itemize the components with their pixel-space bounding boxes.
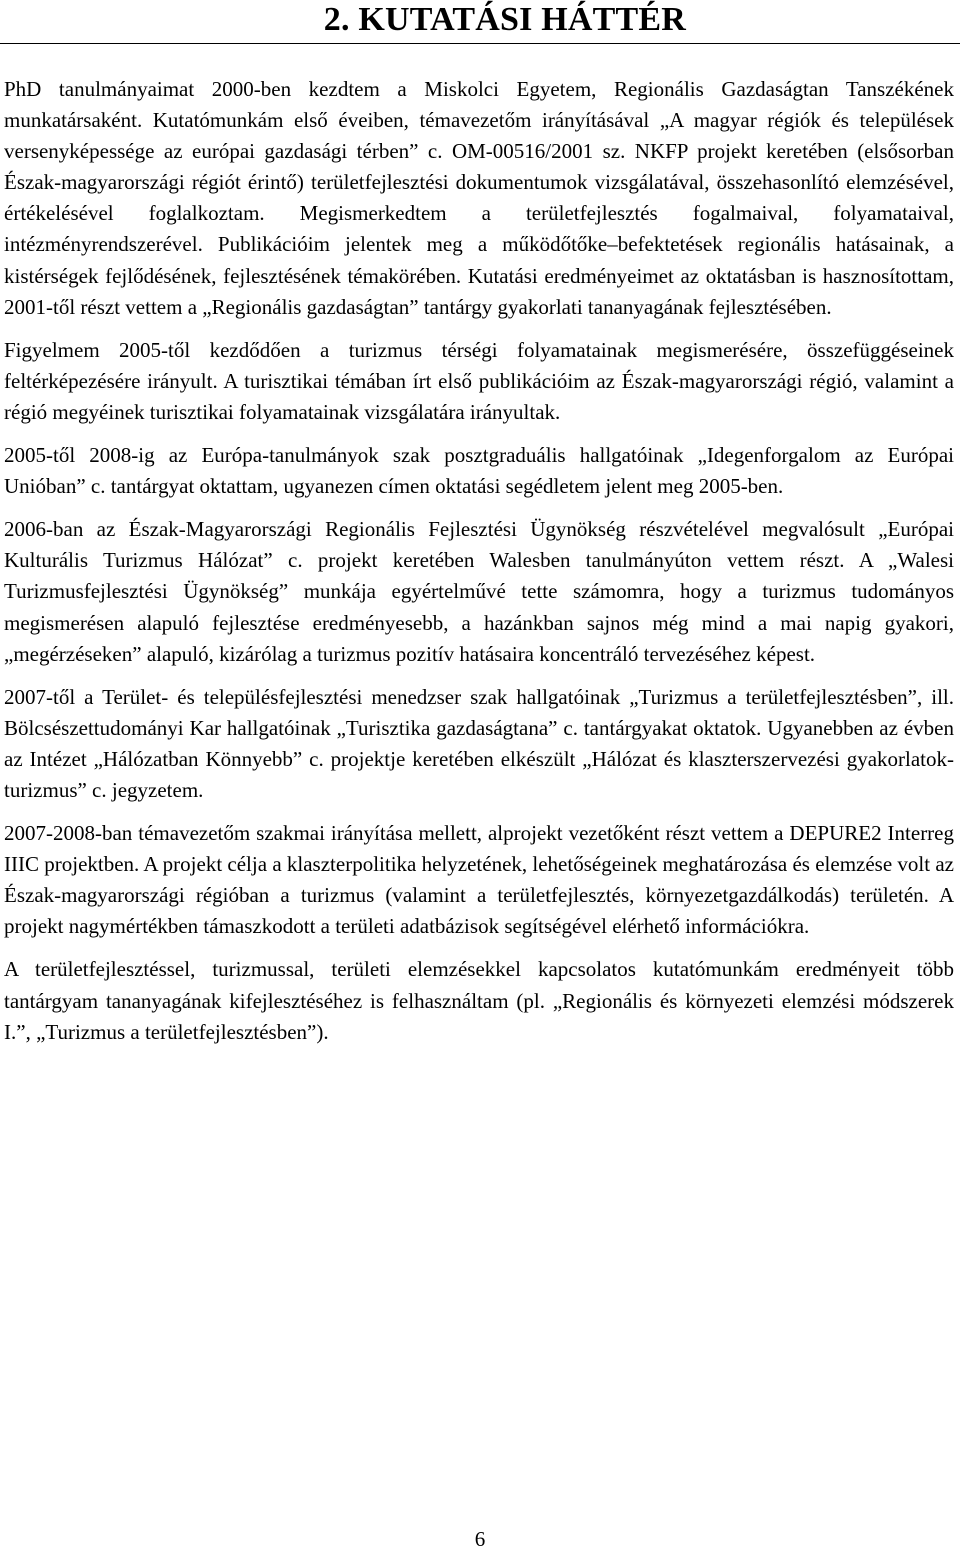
heading-rule bbox=[0, 43, 960, 44]
paragraph-courses-2007: 2007-től a Terület- és településfejlesztési menedzser szak hallgatóinak „Turizmus a területfejlesztésben”, ill. Bölcsészettudományi Kar hallgatóinak „Turisztika gazdaságtana” c. tantárgyakat oktatok. Ugyanebben az évben az Intézet „Hálózatban Könnyebb” c. projektje keretében elkészült „Hálózat és klaszterszervezési gyakorlatok-turizmus” c. jegyzetem. bbox=[4, 684, 954, 802]
paragraph-depure2-project: 2007-2008-ban témavezetőm szakmai irányítása mellett, alprojekt vezetőként részt vettem a DEPURE2 Interreg IIIC projektben. A projekt célja a klaszterpolitika helyzetének, lehetőségeinek meghatározása és elemzése volt az Észak-magyarországi régióban a turizmus (valamint a területfejlesztés, környezetgazdálkodás) területén. A projekt nagymértékben támaszkodott a területi adatbázisok segítségével elérhető információkra. bbox=[4, 821, 954, 939]
section-heading: 2. KUTATÁSI HÁTTÉR bbox=[323, 1, 686, 38]
paragraph-tourism-focus: Figyelmem 2005-től kezdődően a turizmus térségi folyamatainak megismerésére, összefüggéseinek feltérképezésére irányult. A turisztikai témában írt első publikációim az Észak-magyarországi régió, valamint a régió megyéinek turisztikai folyamatainak vizsgálatára irányultak. bbox=[4, 337, 954, 424]
paragraph-phd-studies: PhD tanulmányaimat 2000-ben kezdtem a Miskolci Egyetem, Regionális Gazdaságtan Tanszékének munkatársaként. Kutatómunkám első éveiben, témavezetőm irányításával „A magyar régiók és települések versenyképessége az európai gazdasági térben” c. OM-00516/2001 sz. NKFP projekt keretében (elsősorban Észak-magyarországi régiót érintő) területfejlesztési dokumentumok vizsgálatával, összehasonlító elemzésével, értékelésével foglalkoztam. Megismerkedtem a területfejlesztés fogalmaival, folyamataival, intézményrendszerével. Publikációim jelentek meg a működőtőke–befektetések regionális hatásainak, a kistérségek fejlődésének, fejlesztésének témakörében. Kutatási eredményeimet az oktatásban is hasznosítottam, 2001-től részt vettem a „Regionális gazdaságtan” tantárgy gyakorlati tananyagának fejlesztésében. bbox=[4, 77, 954, 319]
paragraph-research-results: A területfejlesztéssel, turizmussal, területi elemzésekkel kapcsolatos kutatómunkám eredményeit több tantárgyam tananyagának kifejlesztéséhez is felhasználtam (pl. „Regionális és környezeti elemzési módszerek I.”, „Turizmus a területfejlesztésben”). bbox=[4, 957, 954, 1044]
paragraph-wales-study-trip: 2006-ban az Észak-Magyarországi Regionális Fejlesztési Ügynökség részvételével megvalósult „Európai Kulturális Turizmus Hálózat” c. projekt keretében Walesben tanulmányúton vettem részt. A „Walesi Turizmusfejlesztési Ügynökség” munkája egyértelművé tette számomra, hogy a turizmus tudományos megismerésen alapuló fejlesztése eredményesebb, a hazánkban sajnos még mind a mai napig gyakori, „megérzéseken” alapuló, kizárólag a turizmus pozitív hatásaira koncentráló tervezéséhez képest. bbox=[4, 517, 954, 666]
paragraph-teaching-eu: 2005-től 2008-ig az Európa-tanulmányok szak posztgraduális hallgatóinak „Idegenforgalom az Európai Unióban” c. tantárgyat oktattam, ugyanezen címen oktatási segédletem jelent meg 2005-ben. bbox=[4, 443, 954, 499]
page-number: 6 bbox=[474, 1527, 486, 1551]
body-text bbox=[4, 74, 954, 1060]
heading-area bbox=[0, 0, 960, 46]
